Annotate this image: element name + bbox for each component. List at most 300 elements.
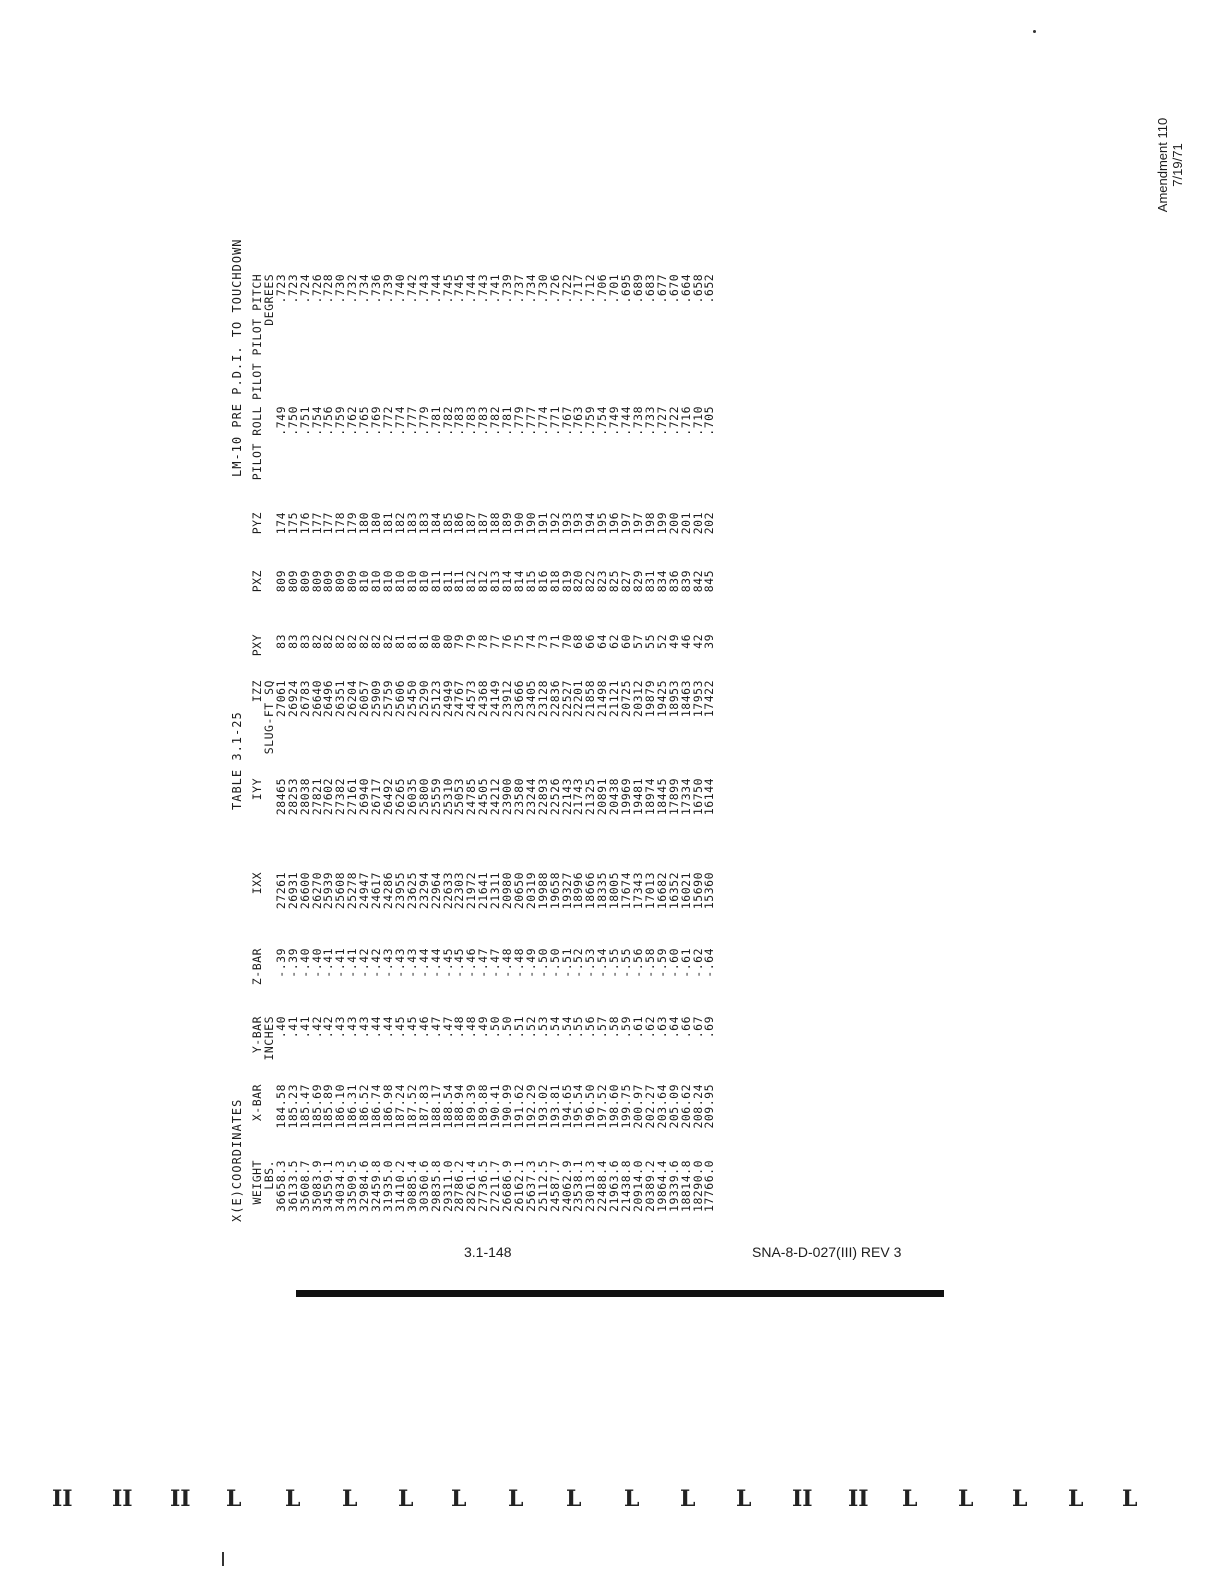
table-cell: -.59 <box>654 948 669 978</box>
table-cell: .749 <box>607 406 622 436</box>
table-cell: 22893 <box>535 778 550 816</box>
table-cell: 181 <box>380 512 395 535</box>
table-cell: 83 <box>273 634 288 649</box>
table-cell: 22143 <box>559 778 574 816</box>
table-cell: -.41 <box>333 948 348 978</box>
table-cell: 818 <box>547 570 562 593</box>
table-cell: .783 <box>464 406 479 436</box>
table-cell: 17343 <box>631 872 645 910</box>
table-cell: 24286 <box>380 872 395 910</box>
table-cell: .742 <box>404 273 419 304</box>
table-cell: .765 <box>357 406 372 436</box>
table-cell: 25053 <box>452 778 467 816</box>
table-cell: 18953 <box>666 680 681 718</box>
table-cell: 26270 <box>309 872 324 910</box>
table-cell: .756 <box>321 406 336 436</box>
margin-mark: L <box>1122 1486 1138 1512</box>
table-cell: 25450 <box>404 680 419 718</box>
table-cell: 208.24 <box>690 1084 705 1129</box>
table-cell: 20980 <box>500 872 515 910</box>
margin-mark: L <box>1012 1486 1028 1512</box>
table-cell: .724 <box>297 273 312 304</box>
table-cell: -.41 <box>345 948 360 978</box>
table-cell: 42 <box>690 634 705 649</box>
table-cell: 20319 <box>523 872 538 910</box>
table-cell: 24573 <box>464 680 479 718</box>
table-cell: 192.29 <box>523 1084 538 1129</box>
col-units: INCHES <box>261 1016 276 1061</box>
table-cell: 25800 <box>416 778 431 816</box>
table-cell: 21743 <box>571 778 586 816</box>
table-cell: .723 <box>273 273 288 304</box>
table-cell: .43 <box>357 1016 372 1039</box>
col-header: IXX <box>250 872 264 895</box>
table-cell: .741 <box>488 273 503 304</box>
table-cell: .750 <box>285 406 300 436</box>
table-cell: .48 <box>464 1016 479 1039</box>
table-cell: 202 <box>702 512 717 535</box>
col-header: PILOT ROLL <box>250 406 264 481</box>
table-cell: 83 <box>285 634 300 649</box>
table-cell: 22526 <box>547 778 562 816</box>
table-cell: 76 <box>500 634 515 649</box>
table-cell: 17899 <box>666 778 681 816</box>
table-cell: 810 <box>380 570 395 593</box>
table-cell: -.62 <box>690 948 705 978</box>
table-cell: .50 <box>500 1016 515 1039</box>
table-cell: 19425 <box>654 680 669 718</box>
table-cell: .783 <box>476 406 491 436</box>
table-cell: 77 <box>488 634 503 649</box>
table-cell: 31410.2 <box>392 1160 407 1212</box>
table-cell: 17013 <box>642 872 657 910</box>
table-cell: .744 <box>428 273 443 304</box>
table-cell: .41 <box>285 1016 300 1039</box>
table-cell: 26924 <box>285 680 300 718</box>
table-cell: 21972 <box>464 872 479 910</box>
margin-mark: L <box>398 1486 414 1512</box>
table-cell: .728 <box>321 273 336 304</box>
table-cell: 20312 <box>631 680 645 718</box>
table-cell: .46 <box>416 1016 431 1039</box>
table-cell: 26940 <box>357 778 372 816</box>
table-cell: 22836 <box>547 680 562 718</box>
table-cell: .62 <box>642 1016 657 1039</box>
table-cell: 23900 <box>500 778 515 816</box>
table-cell: 34034.3 <box>333 1160 348 1212</box>
table-cell: -.41 <box>321 948 336 978</box>
table-cell: .737 <box>511 273 526 304</box>
table-cell: 199 <box>654 512 669 535</box>
table-cell: 810 <box>404 570 419 593</box>
table-cell: 25939 <box>321 872 336 910</box>
table-cell: .774 <box>392 406 407 436</box>
table-cell: 28038 <box>297 778 312 816</box>
table-cell: .43 <box>345 1016 360 1039</box>
table-cell: 190.41 <box>488 1084 503 1129</box>
table-cell: 21325 <box>583 778 598 816</box>
table-cell: 26496 <box>321 680 336 718</box>
table-cell: 203.64 <box>654 1084 669 1129</box>
table-cell: .716 <box>678 406 693 436</box>
table-cell: 178 <box>333 512 348 535</box>
table-cell: .689 <box>631 273 645 304</box>
table-cell: 24505 <box>476 778 491 816</box>
col-units: SLUG-FT SQ <box>261 680 276 755</box>
table-cell: .762 <box>345 406 360 436</box>
table-cell: 28253 <box>285 778 300 816</box>
table-cell: 82 <box>380 634 395 649</box>
table-cell: .759 <box>583 406 598 436</box>
table-cell: .739 <box>380 273 395 304</box>
table-cell: 26204 <box>345 680 360 718</box>
table-cell: .48 <box>452 1016 467 1039</box>
col-header: WEIGHT <box>250 1160 264 1205</box>
table-cell: -.61 <box>678 948 693 978</box>
table-cell: 810 <box>357 570 372 593</box>
table-cell: .717 <box>571 273 586 304</box>
page-number: 3.1-148 <box>464 1244 512 1260</box>
table-cell: 25759 <box>380 680 395 718</box>
table-cell: .722 <box>666 406 681 436</box>
table-cell: -.64 <box>702 948 717 978</box>
table-cell: 176 <box>297 512 312 535</box>
table-cell: .677 <box>654 273 669 304</box>
table-cell: .57 <box>595 1016 610 1039</box>
margin-marks <box>0 1486 1220 1526</box>
table-cell: -.54 <box>595 948 610 978</box>
table-cell: 182 <box>392 512 407 535</box>
col-header: PXY <box>250 634 264 657</box>
table-cell: 22303 <box>452 872 467 910</box>
table-cell: 21121 <box>607 680 622 718</box>
edge-tick <box>222 1552 224 1566</box>
table-cell: 35083.9 <box>309 1160 324 1212</box>
table-cell: 825 <box>607 570 622 593</box>
table-cell: 19988 <box>535 872 550 910</box>
table-cell: 823 <box>595 570 610 593</box>
table-cell: .722 <box>559 273 574 304</box>
table-cell: 80 <box>428 634 443 649</box>
table-cell: 24949 <box>440 680 455 718</box>
table-cell: 25909 <box>369 680 384 718</box>
table-body <box>273 268 717 1222</box>
table-cell: 21858 <box>583 680 598 718</box>
table-cell: 74 <box>523 634 538 649</box>
table-cell: 25606 <box>392 680 407 718</box>
table-cell: 68 <box>571 634 586 649</box>
table-cell: -.42 <box>369 948 384 978</box>
table-cell: 180 <box>357 512 372 535</box>
table-cell: 24149 <box>488 680 503 718</box>
col-header: PILOT PILOT PITCH <box>250 273 264 400</box>
table-cell: -.49 <box>523 948 538 978</box>
table-cell: .49 <box>476 1016 491 1039</box>
table-cell: 35608.7 <box>297 1160 312 1212</box>
table-cell: 22488.4 <box>595 1160 610 1212</box>
table-cell: 812 <box>464 570 479 593</box>
table-cell: -.39 <box>273 948 288 978</box>
table-cell: 83 <box>297 634 312 649</box>
table-cell: .781 <box>500 406 515 436</box>
table-cell: 195.54 <box>571 1084 586 1129</box>
table-cell: 811 <box>452 570 467 593</box>
table-cell: 197 <box>631 512 645 535</box>
margin-mark: II <box>792 1486 813 1512</box>
table-cell: 78 <box>476 634 491 649</box>
table-cell: -.48 <box>511 948 526 978</box>
table-cell: 31935.0 <box>380 1160 395 1212</box>
table-cell: 20725 <box>619 680 634 718</box>
table-cell: 52 <box>654 634 669 649</box>
table-cell: 202.27 <box>642 1084 657 1129</box>
table-cell: 819 <box>559 570 574 593</box>
table-cell: .61 <box>631 1016 645 1039</box>
table-cell: 188 <box>488 512 503 535</box>
table-cell: 32459.8 <box>369 1160 384 1212</box>
speck-mark <box>1033 30 1036 33</box>
table-cell: 16750 <box>690 778 705 816</box>
table-cell: 195 <box>595 512 610 535</box>
table-number: TABLE 3.1-25 <box>230 711 244 810</box>
margin-mark: L <box>958 1486 974 1512</box>
table-cell: .730 <box>333 273 348 304</box>
table-cell: 18666 <box>583 872 598 910</box>
table-cell: .754 <box>309 406 324 436</box>
margin-mark: II <box>848 1486 869 1512</box>
table-cell: .66 <box>678 1016 693 1039</box>
table-cell: .695 <box>619 273 634 304</box>
table-cell: 23538.1 <box>571 1160 586 1212</box>
table-cell: .774 <box>535 406 550 436</box>
table-cell: .767 <box>559 406 574 436</box>
table-cell: 192 <box>547 512 562 535</box>
table-cell: 24785 <box>464 778 479 816</box>
table-cell: 27061 <box>273 680 288 718</box>
table-cell: 17334 <box>678 778 693 816</box>
col-header: Y-BAR <box>250 1016 264 1054</box>
table-cell: -.60 <box>666 948 681 978</box>
col-header: Z-BAR <box>250 948 264 986</box>
table-cell: 177 <box>309 512 324 535</box>
margin-mark: L <box>1068 1486 1084 1512</box>
table-cell: .54 <box>559 1016 574 1039</box>
table-cell: -.50 <box>547 948 562 978</box>
table-cell: 186 <box>452 512 467 535</box>
table-cell: 32984.6 <box>357 1160 372 1212</box>
table-cell: 70 <box>559 634 574 649</box>
table-cell: 18996 <box>571 872 586 910</box>
table-cell: 16021 <box>678 872 693 910</box>
table-cell: 25112.5 <box>535 1160 550 1212</box>
phase-title: LM-10 PRE P.D.I. TO TOUCHDOWN <box>230 238 244 477</box>
table-cell: 75 <box>511 634 526 649</box>
table-cell: 25310 <box>440 778 455 816</box>
table-cell: 25559 <box>428 778 443 816</box>
table-cell: 189.39 <box>464 1084 479 1129</box>
table-cell: .47 <box>440 1016 455 1039</box>
table-cell: 82 <box>345 634 360 649</box>
table-cell: 194.65 <box>559 1084 574 1129</box>
table-cell: 186.74 <box>369 1084 384 1129</box>
table-cell: 26035 <box>404 778 419 816</box>
table-cell: .43 <box>333 1016 348 1039</box>
table-cell: 79 <box>452 634 467 649</box>
table-cell: .745 <box>440 273 455 304</box>
table-cell: 185.69 <box>309 1084 324 1129</box>
table-cell: 23405 <box>523 680 538 718</box>
table-cell: .738 <box>631 406 645 436</box>
margin-mark: L <box>342 1486 358 1512</box>
table-cell: 33509.5 <box>345 1160 360 1212</box>
table-cell: 190 <box>523 512 538 535</box>
table-cell: 179 <box>345 512 360 535</box>
col-units: LBS. <box>261 1160 276 1190</box>
table-cell: 185.23 <box>285 1084 300 1129</box>
table-cell: .683 <box>642 273 657 304</box>
table-cell: 812 <box>476 570 491 593</box>
table-cell: 183 <box>404 512 419 535</box>
table-cell: 34559.1 <box>321 1160 336 1212</box>
table-cell: 189.88 <box>476 1084 491 1129</box>
table-cell: .47 <box>428 1016 443 1039</box>
table-cell: 811 <box>428 570 443 593</box>
table-cell: 24947 <box>357 872 372 910</box>
amendment-block <box>1155 95 1185 235</box>
table-cell: 820 <box>571 570 586 593</box>
coordinates-title: X(E)COORDINATES <box>230 1098 244 1222</box>
table-cell: 71 <box>547 634 562 649</box>
table-cell: .782 <box>440 406 455 436</box>
table-cell: 809 <box>309 570 324 593</box>
table-cell: 46 <box>678 634 693 649</box>
table-cell: 27161 <box>345 778 360 816</box>
table-cell: 17766.0 <box>702 1160 717 1212</box>
table-cell: -.43 <box>392 948 407 978</box>
table-cell: 831 <box>642 570 657 593</box>
table-cell: 21963.6 <box>607 1160 622 1212</box>
table-cell: .736 <box>369 273 384 304</box>
table-cell: 21438.8 <box>619 1160 634 1212</box>
table-cell: 25637.3 <box>523 1160 538 1212</box>
table-cell: 197.52 <box>595 1084 610 1129</box>
table-cell: 19327 <box>559 872 574 910</box>
table-cell: .67 <box>690 1016 705 1039</box>
table-cell: .44 <box>369 1016 384 1039</box>
table-cell: 196.50 <box>583 1084 598 1129</box>
table-cell: .652 <box>702 273 717 304</box>
table-cell: 28786.2 <box>452 1160 467 1212</box>
table-cell: .41 <box>297 1016 312 1039</box>
table-cell: 21311 <box>488 872 503 910</box>
table-cell: -.55 <box>607 948 622 978</box>
table-cell: -.47 <box>488 948 503 978</box>
col-header: IZZ <box>250 680 264 703</box>
table-cell: 197 <box>619 512 634 535</box>
table-cell: 842 <box>690 570 705 593</box>
table-cell: 809 <box>333 570 348 593</box>
table-cell: 18290.0 <box>690 1160 705 1212</box>
table-cell: .745 <box>452 273 467 304</box>
table-cell: 82 <box>333 634 348 649</box>
margin-mark: II <box>170 1486 191 1512</box>
table-cell: .44 <box>380 1016 395 1039</box>
table-cell: .754 <box>595 406 610 436</box>
table-cell: .701 <box>607 273 622 304</box>
table-cell: .771 <box>547 406 562 436</box>
table-cell: 193 <box>559 512 574 535</box>
table-cell: .744 <box>464 273 479 304</box>
table-cell: 26600 <box>297 872 312 910</box>
table-cell: .782 <box>488 406 503 436</box>
table-cell: 190.99 <box>500 1084 515 1129</box>
table-cell: .779 <box>416 406 431 436</box>
table-cell: 19879 <box>642 680 657 718</box>
amendment-label: Amendment 110 <box>1155 117 1170 213</box>
table-cell: 815 <box>523 570 538 593</box>
table-cell: 200.97 <box>631 1084 645 1129</box>
table-cell: 810 <box>369 570 384 593</box>
table-cell: 62 <box>607 634 622 649</box>
table-cell: 39 <box>702 634 717 649</box>
table-cell: 189 <box>500 512 515 535</box>
table-cell: 187.24 <box>392 1084 407 1129</box>
table-cell: .781 <box>428 406 443 436</box>
table-cell: -.44 <box>428 948 443 978</box>
table-cell: .734 <box>357 273 372 304</box>
table-cell: 24062.9 <box>559 1160 574 1212</box>
table-cell: 26162.1 <box>511 1160 526 1212</box>
table-cell: 24368 <box>476 680 491 718</box>
table-cell: 20438 <box>607 778 622 816</box>
table-cell: 201 <box>678 512 693 535</box>
table-cell: 19864.4 <box>654 1160 669 1212</box>
table-cell: 196 <box>607 512 622 535</box>
table-cell: 184 <box>428 512 443 535</box>
margin-mark: L <box>902 1486 918 1512</box>
table-cell: -.58 <box>642 948 657 978</box>
table-cell: -.40 <box>297 948 312 978</box>
table-cell: 20891 <box>595 778 610 816</box>
table-cell: 187 <box>476 512 491 535</box>
table-cell: 811 <box>440 570 455 593</box>
margin-mark: L <box>508 1486 524 1512</box>
mass-properties-table <box>252 268 716 1222</box>
table-cell: 29311.0 <box>440 1160 455 1212</box>
table-cell: 198.60 <box>607 1084 622 1129</box>
table-cell: 814 <box>511 570 526 593</box>
table-cell: 19481 <box>631 778 645 816</box>
col-header: IYY <box>250 778 264 801</box>
table-cell: 188.94 <box>452 1084 467 1129</box>
table-cell: .783 <box>452 406 467 436</box>
table-cell: 20389.2 <box>642 1160 657 1212</box>
table-cell: .706 <box>595 273 610 304</box>
table-cell: 25608 <box>333 872 348 910</box>
table-cell: 18445 <box>654 778 669 816</box>
table-cell: 36133.5 <box>285 1160 300 1212</box>
table-cell: .56 <box>583 1016 598 1039</box>
document-id: SNA-8-D-027(III) REV 3 <box>752 1244 902 1260</box>
table-cell: 829 <box>631 570 645 593</box>
table-cell: 188.17 <box>428 1084 443 1129</box>
margin-mark: L <box>285 1486 301 1512</box>
table-cell: .664 <box>678 273 693 304</box>
table-cell: 16682 <box>654 872 669 910</box>
table-cell: 15360 <box>702 872 717 910</box>
table-cell: -.43 <box>380 948 395 978</box>
table-cell: 185 <box>440 512 455 535</box>
